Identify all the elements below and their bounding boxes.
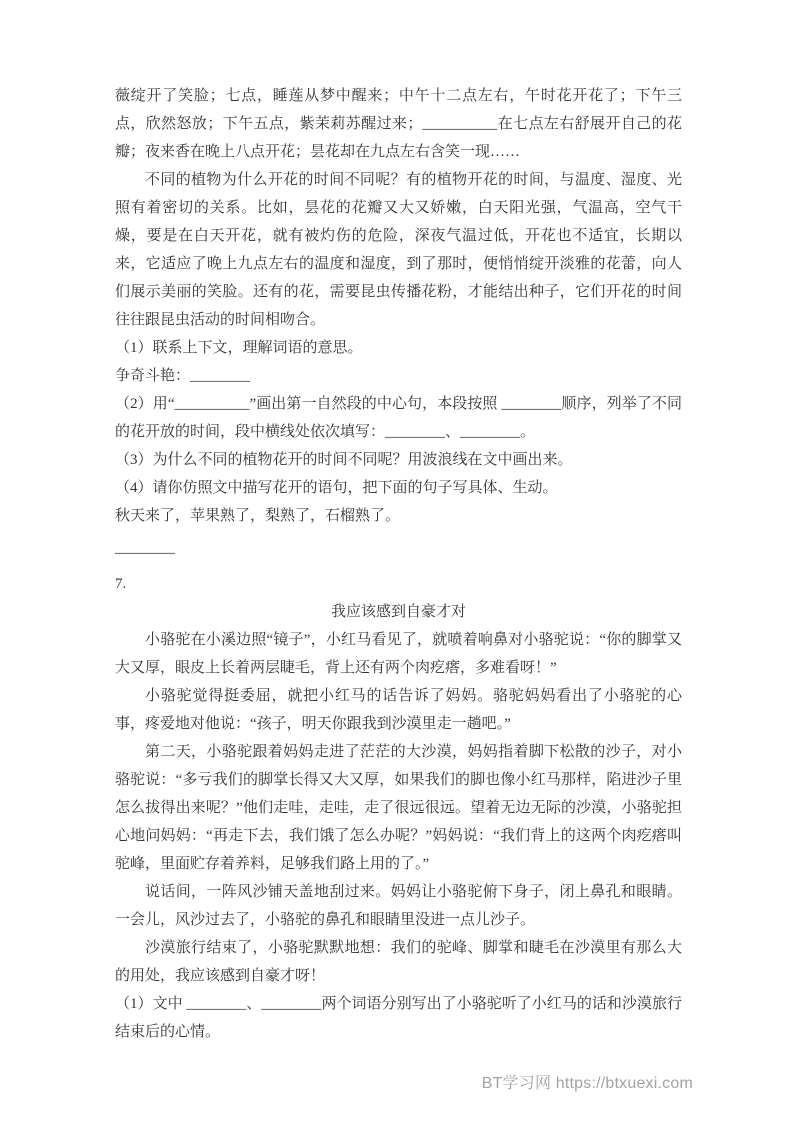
passage-explanation-paragraph: 不同的植物为什么开花的时间不同呢？有的植物开花的时间，与温度、湿度、光照有着密切的关系。比如，昙花的花瓣又大又娇嫩，白天阳光强，气温高，空气干燥，要是在白天开花，就有被灼伤的危险，深夜气温过低，开花也不适宜，长期以来，它适应了晚上九点左右的温度和湿度，到了那时，便悄悄绽开淡雅的花蕾，向人们展示美丽的笑脸。还有的花，需要昆虫传播花粉，才能结出种子，它们开花的时间往往跟昆虫活动的时间相吻合。 xyxy=(115,172,682,328)
question-7-section xyxy=(115,570,682,1046)
question-6-section xyxy=(115,82,682,562)
site-watermark-text: BT学习网 https://btxuexi.com xyxy=(481,1075,693,1092)
subquestion-2: （2）用“__________”画出第一自然段的中心句，本段按照 ________顺序，列举了不同的花开放的时间，段中横线处依次填写：________、________。 xyxy=(115,396,682,440)
subquestion-1-label: （1）联系上下文，理解词语的意思。 xyxy=(115,340,363,356)
subquestion-4: （4）请你仿照文中描写花开的语句，把下面的句子写具体、生动。 xyxy=(115,480,558,496)
answer-blank-line: ________ xyxy=(115,540,175,556)
subquestion-4-sentence: 秋天来了，苹果熟了，梨熟了，石榴熟了。 xyxy=(115,508,401,524)
question-7-number: 7. xyxy=(115,576,127,592)
question-7-subquestion-1: （1）文中 ________、________两个词语分别写出了小骆驼听了小红马的话和沙漠旅行结束后的心情。 xyxy=(115,996,682,1040)
passage-paragraph-5: 沙漠旅行结束了，小骆驼默默地想：我们的驼峰、脚掌和睫毛在沙漠里有那么大的用处，我应该感到自豪才呀！ xyxy=(115,940,682,984)
passage-continuation-paragraph: 薇绽开了笑脸；七点，睡莲从梦中醒来；中午十二点左右，午时花开花了；下午三点，欣然怒放；下午五点，紫茉莉苏醒过来；__________在七点左右舒展开自己的花瓣；夜来香在晚上八点开花；昙花却在九点左右含笑一现…… xyxy=(115,88,682,160)
passage-paragraph-1: 小骆驼在小溪边照“镜子”，小红马看见了，就喷着响鼻对小骆驼说：“你的脚掌又大又厚，眼皮上长着两层睫毛，背上还有两个肉疙瘩，多难看呀！” xyxy=(115,632,682,676)
subquestion-1-term-blank: 争奇斗艳：________ xyxy=(115,368,251,384)
passage-title: 我应该感到自豪才对 xyxy=(330,604,466,620)
passage-paragraph-3: 第二天，小骆驼跟着妈妈走进了茫茫的大沙漠，妈妈指着脚下松散的沙子，对小骆驼说：“多亏我们的脚掌长得又大又厚，如果我们的脚也像小红马那样，陷进沙子里怎么拔得出来呢？”他们走哇，走哇，走了很远很远。望着无边无际的沙漠，小骆驼担心地问妈妈：“再走下去，我们饿了怎么办呢？”妈妈说：“我们背上的这两个肉疙瘩叫驼峰，里面贮存着养料，足够我们路上用的了。” xyxy=(115,744,682,872)
passage-paragraph-2: 小骆驼觉得挺委屈，就把小红马的话告诉了妈妈。骆驼妈妈看出了小骆驼的心事，疼爱地对他说：“孩子，明天你跟我到沙漠里走一趟吧。” xyxy=(115,688,682,732)
subquestion-3: （3）为什么不同的植物花开的时间不同呢？用波浪线在文中画出来。 xyxy=(115,452,573,468)
passage-paragraph-4: 说话间，一阵风沙铺天盖地刮过来。妈妈让小骆驼俯下身子，闭上鼻孔和眼睛。一会儿，风沙过去了，小骆驼的鼻孔和眼睛里没进一点儿沙子。 xyxy=(115,884,682,928)
document-content xyxy=(115,82,682,1046)
site-watermark xyxy=(482,1070,693,1093)
